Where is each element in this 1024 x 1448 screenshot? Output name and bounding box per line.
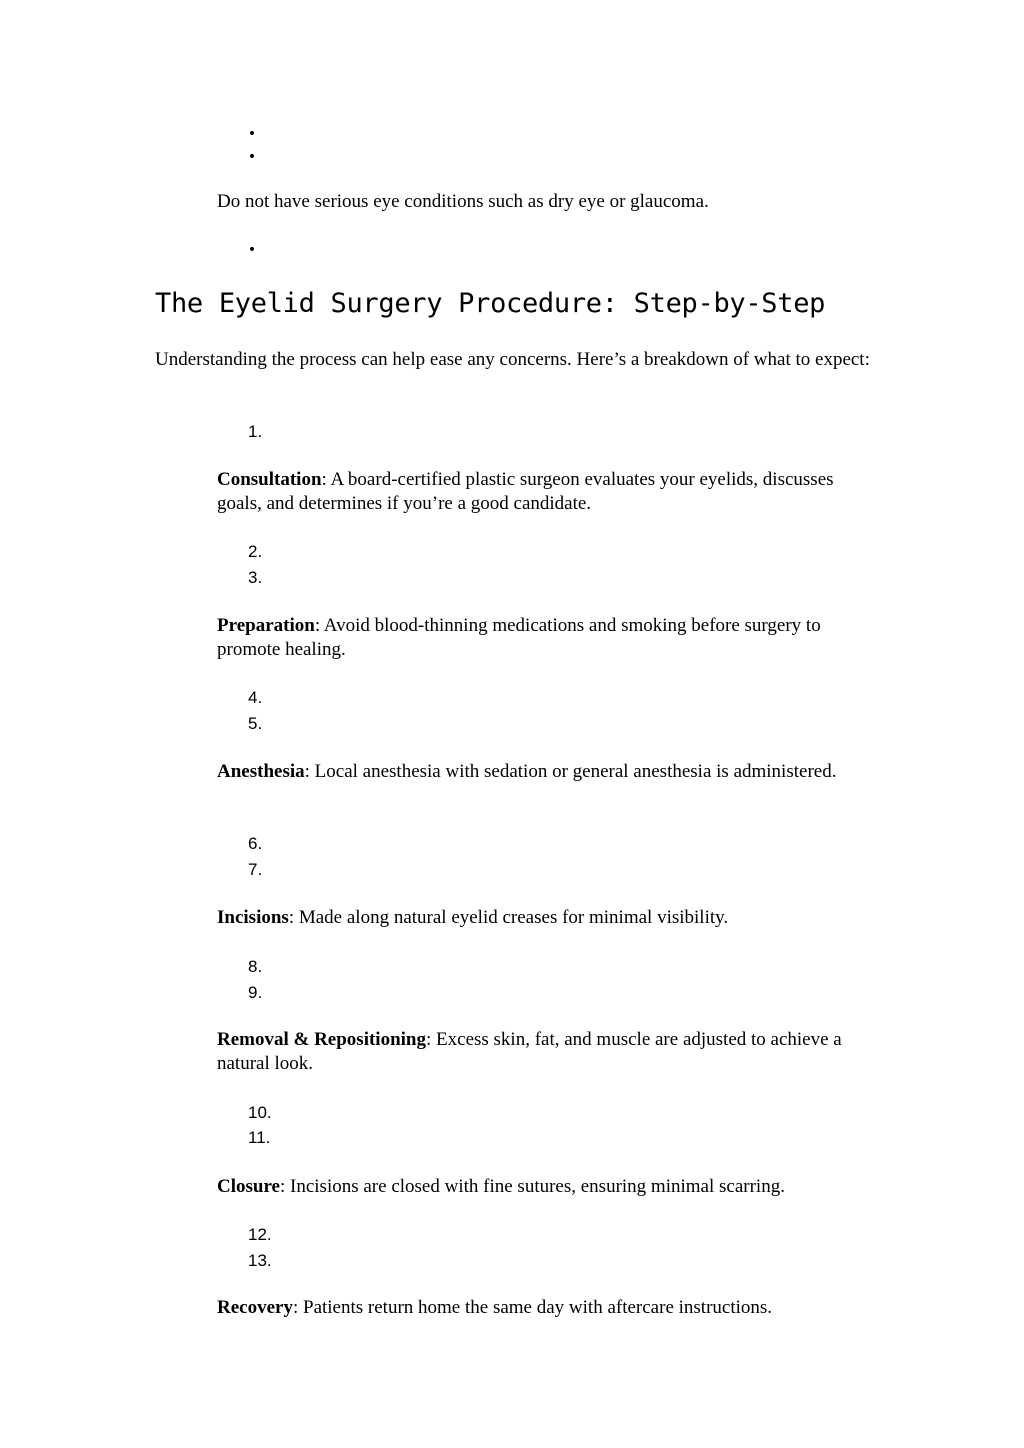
step-term: Preparation: [217, 615, 315, 636]
step-text: : Made along natural eyelid creases for minimal visibility.: [288, 907, 729, 928]
step-recovery: [217, 1296, 867, 1320]
bullet-marker: •: [247, 242, 257, 258]
list-number: 5.: [248, 714, 263, 733]
section-heading: The Eyelid Surgery Procedure: Step-by-Step: [155, 288, 826, 319]
bullet-marker: •: [247, 126, 257, 142]
step-text: : Avoid blood-thinning medications and smoking before surgery to promote healing.: [217, 615, 821, 660]
list-number: 10.: [248, 1103, 272, 1122]
list-number: 3.: [248, 568, 263, 587]
step-text: : A board-certified plastic surgeon evaluates your eyelids, discusses goals, and determines if you’re a good candidate.: [217, 469, 834, 514]
bullet-marker: •: [247, 149, 257, 165]
condition-paragraph: Do not have serious eye conditions such as dry eye or glaucoma.: [217, 191, 709, 212]
step-text: : Local anesthesia with sedation or general anesthesia is administered.: [304, 761, 837, 782]
list-number: 9.: [248, 983, 263, 1002]
step-text: : Excess skin, fat, and muscle are adjusted to achieve a natural look.: [217, 1029, 842, 1074]
list-number: 11.: [248, 1128, 271, 1147]
intro-paragraph: Understanding the process can help ease any concerns. Here’s a breakdown of what to expect:: [155, 349, 870, 370]
step-preparation: [217, 614, 867, 662]
step-text: : Incisions are closed with fine sutures, ensuring minimal scarring.: [279, 1176, 785, 1197]
list-number: 6.: [248, 834, 263, 853]
list-number: 2.: [248, 542, 263, 561]
step-term: Incisions: [217, 907, 289, 928]
list-number: 12.: [248, 1225, 272, 1244]
list-number: 4.: [248, 688, 263, 707]
list-number: 7.: [248, 860, 263, 879]
list-number: 8.: [248, 957, 263, 976]
step-term: Anesthesia: [217, 761, 305, 782]
list-number: 1.: [248, 422, 263, 441]
step-term: Closure: [217, 1176, 280, 1197]
step-incisions: [217, 906, 867, 930]
step-closure: [217, 1175, 867, 1199]
list-number: 13.: [248, 1251, 272, 1270]
step-anesthesia: [217, 760, 867, 784]
step-consultation: [217, 468, 867, 516]
step-text: : Patients return home the same day with aftercare instructions.: [292, 1297, 773, 1318]
step-removal-repositioning: [217, 1028, 867, 1076]
step-term: Recovery: [217, 1297, 293, 1318]
step-term: Consultation: [217, 469, 322, 490]
step-term: Removal & Repositioning: [217, 1029, 426, 1050]
